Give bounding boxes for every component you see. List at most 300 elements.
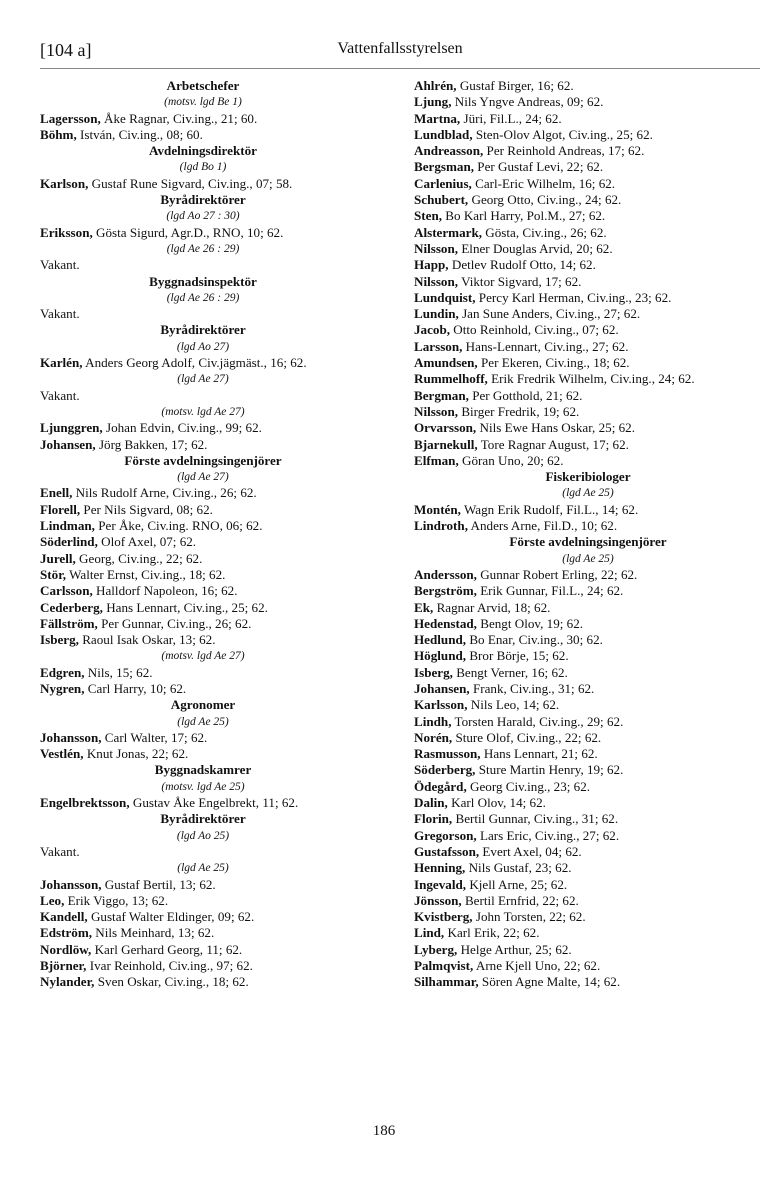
entry (414, 388, 762, 404)
entry-details: Sture Martin Henry, 19; 62. (478, 762, 624, 778)
entry-name: Lundquist, (414, 289, 476, 305)
entry (414, 909, 762, 925)
entry-details: Vakant. (40, 843, 80, 859)
entry (414, 844, 762, 860)
entry-details: Bertil Ernfrid, 22; 62. (464, 892, 579, 908)
entry-name: Johansen, (40, 436, 96, 452)
section-subtitle: (lgd Ae 25) (562, 552, 614, 565)
entry-name: Carlsson, (40, 583, 93, 599)
section-title: Arbetschefer (166, 78, 240, 93)
entry (414, 730, 762, 746)
entry (414, 437, 762, 453)
section (40, 192, 366, 241)
entry-details: John Torsten, 22; 62. (475, 909, 586, 925)
entry (40, 681, 366, 697)
entry-details: Karl Erik, 22; 62. (447, 925, 540, 941)
entry-details: Elner Douglas Arvid, 20; 62. (461, 240, 613, 256)
entry-name: Lind, (414, 925, 445, 941)
entry-details: Raoul Isak Oskar, 13; 62. (82, 632, 216, 648)
entry (414, 404, 762, 420)
entry-details: Sven Oskar, Civ.ing., 18; 62. (97, 974, 249, 990)
right-column (414, 78, 762, 991)
entry-name: Ljung, (414, 94, 452, 110)
entry-name: Leo, (40, 892, 65, 908)
entry-name: Johansson, (40, 876, 102, 892)
entry-details: Anders Arne, Fil.D., 10; 62. (470, 518, 618, 534)
entry-details: Knut Jonas, 22; 62. (86, 746, 189, 762)
entry (414, 127, 762, 143)
entry-details: Vakant. (40, 387, 80, 403)
entry-name: Stör, (40, 566, 67, 582)
entry (40, 437, 366, 453)
entry-name: Palmqvist, (414, 958, 474, 974)
entry-name: Rummelhoff, (414, 371, 488, 387)
entry-details: Gustaf Bertil, 13; 62. (104, 876, 216, 892)
entry-name: Böhm, (40, 126, 77, 142)
entry (40, 893, 366, 909)
entry-name: Nygren, (40, 680, 85, 696)
entry (414, 795, 762, 811)
entry (40, 795, 366, 811)
entry-details: Olof Axel, 07; 62. (101, 534, 197, 550)
entry-details: Otto Reinhold, Civ.ing., 07; 62. (453, 322, 619, 338)
entry (414, 762, 762, 778)
entry (414, 420, 762, 436)
entry (40, 388, 366, 404)
entry-name: Andersson, (414, 566, 477, 582)
entry (40, 127, 366, 143)
entry-name: Amundsen, (414, 355, 478, 371)
entry-details: Per Gunnar, Civ.ing., 26; 62. (101, 615, 252, 631)
entry-name: Bjarnekull, (414, 436, 478, 452)
entry-details: Birger Fredrik, 19; 62. (461, 403, 580, 419)
header-rule (40, 68, 760, 69)
entry-name: Silhammar, (414, 974, 479, 990)
entry-name: Florin, (414, 811, 453, 827)
entry (414, 502, 762, 518)
entry (40, 567, 366, 583)
section-title: Fiskeribiologer (545, 469, 631, 485)
entry (40, 730, 366, 746)
entry-details: Bo Enar, Civ.ing., 30; 62. (469, 632, 603, 648)
entry-details: Nils, 15; 62. (87, 664, 153, 680)
entry-details: Per Gotthold, 21; 62. (472, 387, 583, 403)
section-subtitle: (motsv. lgd Be 1) (164, 96, 242, 109)
entry (414, 600, 762, 616)
entry (414, 176, 762, 192)
section (40, 143, 366, 192)
section-title: Avdelningsdirektör (149, 143, 257, 159)
entry-details: Helge Arthur, 25; 62. (460, 941, 572, 957)
entry-name: Lyberg, (414, 941, 458, 957)
section-subtitle: (lgd Ae 25) (177, 715, 229, 728)
entry-name: Eriksson, (40, 224, 93, 240)
entry (414, 453, 762, 469)
entry-name: Rasmusson, (414, 746, 481, 762)
entry-name: Karlén, (40, 355, 83, 371)
section-subtitle: (lgd Bo 1) (179, 161, 227, 174)
entry-details: Sten-Olov Algot, Civ.ing., 25; 62. (475, 126, 653, 142)
entry-details: Torsten Harald, Civ.ing., 29; 62. (454, 713, 624, 729)
entry-details: Frank, Civ.ing., 31; 62. (472, 680, 595, 696)
entry (40, 974, 366, 990)
entry-details: Karl Gerhard Georg, 11; 62. (94, 941, 243, 957)
entry (414, 648, 762, 664)
entry-name: Jurell, (40, 550, 76, 566)
entry-name: Lundblad, (414, 126, 473, 142)
entry-details: Walter Ernst, Civ.ing., 18; 62. (69, 566, 226, 582)
entry (414, 257, 762, 273)
entry (40, 616, 366, 632)
section-title: Byrådirektörer (160, 811, 246, 827)
entry-details: Gustav Åke Engelbrekt, 11; 62. (132, 795, 299, 811)
section-subtitle: (lgd Ao 27) (176, 340, 230, 353)
entry (414, 632, 762, 648)
entry (414, 94, 762, 110)
entry-details: Georg Otto, Civ.ing., 24; 62. (471, 192, 622, 208)
entry (414, 78, 762, 94)
entry-details: Bror Börje, 15; 62. (469, 648, 569, 664)
left-column (40, 78, 366, 991)
entry-details: Gustaf Walter Eldinger, 09; 62. (90, 909, 255, 925)
entry-name: Larsson, (414, 338, 463, 354)
entry-name: Jacob, (414, 322, 451, 338)
entry-details: Georg, Civ.ing., 22; 62. (79, 550, 203, 566)
entry-details: Carl Harry, 10; 62. (87, 680, 187, 696)
section-title: Förste avdelningsingenjörer (509, 534, 667, 550)
entry-details: Erik Viggo, 13; 62. (67, 892, 169, 908)
entry-name: Edström, (40, 925, 93, 941)
entry-details: Per Gustaf Levi, 22; 62. (477, 159, 604, 175)
entry-name: Höglund, (414, 648, 467, 664)
entry-name: Söderberg, (414, 762, 476, 778)
entry (414, 355, 762, 371)
entry (414, 616, 762, 632)
entry-details: Per Reinhold Andreas, 17; 62. (486, 143, 645, 159)
entry (40, 355, 366, 371)
entry-details: Sören Agne Malte, 14; 62. (481, 974, 621, 990)
entry-details: Ragnar Arvid, 18; 62. (436, 599, 551, 615)
entry (40, 942, 366, 958)
page-number: 186 (372, 1123, 396, 1139)
entry-details: Nils Rudolf Arne, Civ.ing., 26; 62. (75, 485, 257, 501)
entry-name: Schubert, (414, 192, 469, 208)
section (414, 534, 762, 990)
entry-name: Dalin, (414, 795, 448, 811)
entry-name: Lindman, (40, 518, 95, 534)
entry-details: Nils Ewe Hans Oskar, 25; 62. (479, 420, 635, 436)
entry-details: Carl Walter, 17; 62. (104, 729, 208, 745)
entry (40, 551, 366, 567)
entry (414, 111, 762, 127)
section (40, 860, 366, 990)
entry (414, 681, 762, 697)
section (414, 78, 762, 469)
entry (40, 420, 366, 436)
entry (414, 811, 762, 827)
entry (414, 225, 762, 241)
page-header (40, 40, 760, 66)
entry-name: Bergman, (414, 387, 469, 403)
entry-details: Johan Edvin, Civ.ing., 99; 62. (105, 420, 262, 436)
entry (414, 925, 762, 941)
entry (40, 485, 366, 501)
page-reference: [104 a] (40, 40, 92, 60)
entry (40, 306, 366, 322)
section (40, 404, 366, 453)
entry-name: Johansson, (40, 729, 102, 745)
entry-name: Jönsson, (414, 892, 462, 908)
entry-details: Åke Ragnar, Civ.ing., 21; 60. (104, 110, 258, 126)
entry-name: Engelbrektsson, (40, 795, 130, 811)
section-subtitle: (motsv. lgd Ae 27) (161, 650, 245, 663)
entry-details: Nils Yngve Andreas, 09; 62. (454, 94, 604, 110)
section (40, 371, 366, 404)
page-title: Vattenfallsstyrelsen (337, 40, 463, 57)
entry (414, 779, 762, 795)
entry-name: Happ, (414, 257, 449, 273)
entry (414, 893, 762, 909)
entry-name: Alstermark, (414, 224, 482, 240)
section (40, 811, 366, 860)
section-title: Byggnadskamrer (154, 762, 252, 778)
entry-details: Kjell Arne, 25; 62. (469, 876, 568, 892)
entry-details: Sture Olof, Civ.ing., 22; 62. (455, 729, 602, 745)
section-subtitle: (lgd Ao 25) (176, 829, 230, 842)
entry-details: Jan Sune Anders, Civ.ing., 27; 62. (462, 306, 641, 322)
entry-name: Ingevald, (414, 876, 467, 892)
entry-name: Nilsson, (414, 273, 459, 289)
entry (414, 860, 762, 876)
section-subtitle: (lgd Ae 27) (177, 471, 229, 484)
entry-details: Wagn Erik Rudolf, Fil.L., 14; 62. (463, 501, 639, 517)
entry-name: Hedlund, (414, 632, 467, 648)
entry-name: Johansen, (414, 680, 470, 696)
entry-name: Martna, (414, 110, 461, 126)
section (40, 762, 366, 811)
entry-name: Kandell, (40, 909, 88, 925)
entry-details: Nils Leo, 14; 62. (470, 697, 560, 713)
section (40, 453, 366, 649)
entry-details: Arne Kjell Uno, 22; 62. (475, 958, 601, 974)
entry (40, 877, 366, 893)
entry-name: Elfman, (414, 452, 459, 468)
entry-details: Tore Ragnar August, 17; 62. (480, 436, 629, 452)
entry-name: Söderlind, (40, 534, 98, 550)
entry-name: Nilsson, (414, 240, 459, 256)
entry-name: Sten, (414, 208, 443, 224)
section (40, 241, 366, 274)
entry (414, 192, 762, 208)
entry-details: Percy Karl Herman, Civ.ing., 23; 62. (478, 289, 672, 305)
entry (40, 746, 366, 762)
entry-name: Nordlöw, (40, 941, 92, 957)
entry-details: Gösta Sigurd, Agr.D., RNO, 10; 62. (96, 224, 284, 240)
entry (40, 925, 366, 941)
entry (414, 974, 762, 990)
entry-name: Ek, (414, 599, 434, 615)
entry-name: Cederberg, (40, 599, 103, 615)
entry-details: Hans-Lennart, Civ.ing., 27; 62. (465, 338, 629, 354)
entry (414, 371, 762, 387)
entry (40, 534, 366, 550)
entry-details: Göran Uno, 20; 62. (462, 452, 564, 468)
entry-details: Per Ekeren, Civ.ing., 18; 62. (480, 355, 630, 371)
entry (414, 697, 762, 713)
entry-details: Hans Lennart, 21; 62. (483, 746, 598, 762)
entry-details: Detlev Rudolf Otto, 14; 62. (451, 257, 596, 273)
entry-details: Bo Karl Harry, Pol.M., 27; 62. (445, 208, 606, 224)
entry-details: Per Åke, Civ.ing. RNO, 06; 62. (98, 518, 263, 534)
entry (414, 746, 762, 762)
entry-details: Bengt Verner, 16; 62. (456, 664, 568, 680)
entry-name: Ljunggren, (40, 420, 103, 436)
entry (414, 339, 762, 355)
entry-name: Lindroth, (414, 518, 468, 534)
entry (40, 176, 366, 192)
section-subtitle: (lgd Ae 25) (562, 487, 614, 500)
entry-name: Henning, (414, 860, 466, 876)
entry-details: Jüri, Fil.L., 24; 62. (463, 110, 562, 126)
section-subtitle: (motsv. lgd Ae 27) (161, 405, 245, 418)
entry-name: Ödegård, (414, 778, 467, 794)
section-subtitle: (motsv. lgd Ae 25) (161, 780, 245, 793)
entry-details: Nils Meinhard, 13; 62. (95, 925, 215, 941)
entry-name: Norén, (414, 729, 453, 745)
entry-details: Lars Eric, Civ.ing., 27; 62. (479, 827, 620, 843)
entry (40, 844, 366, 860)
entry-name: Isberg, (40, 632, 79, 648)
section-subtitle: (lgd Ae 25) (177, 862, 229, 875)
entry-details: Viktor Sigvard, 17; 62. (461, 273, 582, 289)
entry-details: Erik Fredrik Wilhelm, Civ.ing., 24; 62. (491, 371, 695, 387)
entry-details: Gösta, Civ.ing., 26; 62. (485, 224, 607, 240)
entry-name: Lindh, (414, 713, 452, 729)
entry-name: Björner, (40, 958, 87, 974)
entry (40, 583, 366, 599)
entry (414, 159, 762, 175)
entry-details: Gustaf Birger, 16; 62. (459, 78, 574, 93)
entry-name: Isberg, (414, 664, 453, 680)
entry-name: Enell, (40, 485, 73, 501)
entry (40, 600, 366, 616)
section-subtitle: (lgd Ao 27 : 30) (166, 210, 240, 223)
entry-name: Gregorson, (414, 827, 477, 843)
section-subtitle: (lgd Ae 27) (177, 373, 229, 386)
section (40, 697, 366, 762)
entry (414, 306, 762, 322)
entry-name: Gustafsson, (414, 843, 480, 859)
entry-details: Evert Axel, 04; 62. (482, 843, 582, 859)
entry (40, 518, 366, 534)
entry (40, 665, 366, 681)
entry (414, 143, 762, 159)
entry (414, 567, 762, 583)
entry (414, 290, 762, 306)
entry-name: Orvarsson, (414, 420, 477, 436)
entry-details: Georg Civ.ing., 23; 62. (470, 778, 591, 794)
entry-name: Kvistberg, (414, 909, 473, 925)
entry-details: Jörg Bakken, 17; 62. (98, 436, 208, 452)
entry-name: Lagersson, (40, 110, 101, 126)
entry-name: Lundin, (414, 306, 459, 322)
entry-details: Vakant. (40, 257, 80, 273)
entry-details: Hans Lennart, Civ.ing., 25; 62. (106, 599, 268, 615)
entry (40, 632, 366, 648)
entry (414, 241, 762, 257)
entry-details: Bengt Olov, 19; 62. (480, 615, 584, 631)
entry (414, 208, 762, 224)
entry-name: Florell, (40, 501, 81, 517)
section-subtitle: (lgd Ae 26 : 29) (166, 291, 240, 304)
entry-name: Bergsman, (414, 159, 475, 175)
entry (414, 322, 762, 338)
section (40, 322, 366, 371)
entry-name: Nilsson, (414, 403, 459, 419)
entry-name: Montén, (414, 501, 461, 517)
entry-details: Anders Georg Adolf, Civ.jägmäst., 16; 62. (85, 355, 307, 371)
entry (40, 111, 366, 127)
section (40, 274, 366, 323)
section-title: Byrådirektörer (160, 322, 246, 338)
entry-details: Vakant. (40, 306, 80, 322)
section (40, 648, 366, 697)
entry (414, 714, 762, 730)
section-title: Byggnadsinspektör (149, 273, 257, 289)
entry (414, 583, 762, 599)
entry (414, 665, 762, 681)
entry-details: Gustaf Rune Sigvard, Civ.ing., 07; 58. (91, 175, 293, 191)
entry-name: Vestlén, (40, 746, 84, 762)
entry (414, 274, 762, 290)
entry-details: Erik Gunnar, Fil.L., 24; 62. (480, 583, 624, 599)
entry (40, 958, 366, 974)
section-title: Byrådirektörer (160, 192, 246, 208)
entry (40, 225, 366, 241)
entry (40, 909, 366, 925)
entry (414, 877, 762, 893)
entry-name: Fällström, (40, 615, 98, 631)
section (40, 78, 366, 143)
entry (414, 958, 762, 974)
entry-name: Hedenstad, (414, 615, 477, 631)
entry-name: Edgren, (40, 664, 85, 680)
entry-name: Bergström, (414, 583, 477, 599)
entry-name: Andreasson, (414, 143, 484, 159)
section (414, 469, 762, 534)
entry-details: Ivar Reinhold, Civ.ing., 97; 62. (89, 958, 253, 974)
section-title: Agronomer (170, 697, 236, 713)
section-title: Förste avdelningsingenjörer (124, 452, 282, 468)
entry-details: Carl-Eric Wilhelm, 16; 62. (475, 175, 616, 191)
entry-name: Carlenius, (414, 175, 472, 191)
entry-details: István, Civ.ing., 08; 60. (80, 126, 203, 142)
entry (40, 257, 366, 273)
entry (40, 502, 366, 518)
entry-details: Nils Gustaf, 23; 62. (468, 860, 572, 876)
entry-name: Karlson, (40, 175, 89, 191)
entry-details: Gunnar Robert Erling, 22; 62. (480, 566, 638, 582)
section-subtitle: (lgd Ae 26 : 29) (166, 242, 240, 255)
entry-details: Per Nils Sigvard, 08; 62. (83, 501, 213, 517)
entry-name: Karlsson, (414, 697, 468, 713)
entry-details: Bertil Gunnar, Civ.ing., 31; 62. (455, 811, 619, 827)
entry (414, 942, 762, 958)
entry-details: Karl Olov, 14; 62. (451, 795, 546, 811)
entry (414, 518, 762, 534)
entry (414, 828, 762, 844)
entry-name: Ahlrén, (414, 78, 457, 93)
